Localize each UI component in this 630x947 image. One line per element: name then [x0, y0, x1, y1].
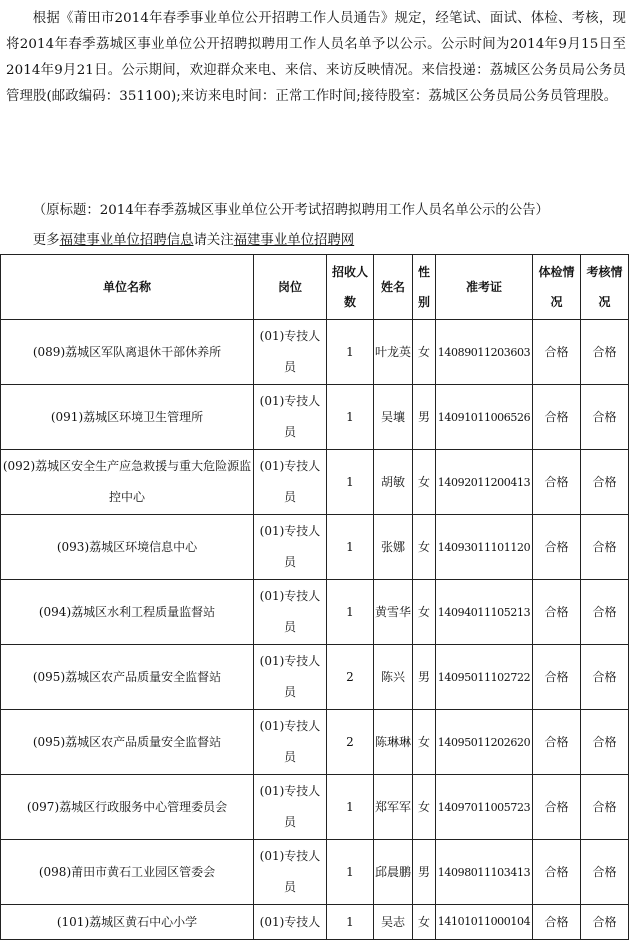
- cell-gender: 女: [413, 775, 436, 840]
- cell-exam-no: 14098011103413: [436, 840, 533, 905]
- cell-name: 郑军军: [374, 775, 413, 840]
- table-row: [1, 580, 629, 645]
- cell-name: 张娜: [374, 515, 413, 580]
- table-row: [1, 515, 629, 580]
- cell-quota: 1: [327, 580, 374, 645]
- cell-gender: 男: [413, 385, 436, 450]
- header-quota: 招收人数: [327, 255, 374, 320]
- cell-physical: 合格: [533, 385, 581, 450]
- cell-unit: (089)荔城区军队离退休干部休养所: [1, 320, 254, 385]
- cell-post: (01)专技人员: [254, 645, 327, 710]
- cell-name: 吴志: [374, 905, 413, 940]
- cell-unit: (094)荔城区水利工程质量监督站: [1, 580, 254, 645]
- cell-assessment: 合格: [581, 385, 629, 450]
- cell-physical: 合格: [533, 320, 581, 385]
- cell-name: 吴壤: [374, 385, 413, 450]
- cell-post: (01)专技人: [254, 905, 327, 940]
- header-unit: 单位名称: [1, 255, 254, 320]
- cell-physical: 合格: [533, 905, 581, 940]
- cell-unit: (101)荔城区黄石中心小学: [1, 905, 254, 940]
- cell-unit: (098)莆田市黄石工业园区管委会: [1, 840, 254, 905]
- cell-assessment: 合格: [581, 450, 629, 515]
- cell-assessment: 合格: [581, 775, 629, 840]
- recruitment-site-link[interactable]: 福建事业单位招聘网: [233, 233, 355, 248]
- cell-quota: 2: [327, 710, 374, 775]
- cell-post: (01)专技人员: [254, 710, 327, 775]
- cell-assessment: 合格: [581, 580, 629, 645]
- table-row: [1, 645, 629, 710]
- cell-quota: 1: [327, 450, 374, 515]
- cell-post: (01)专技人员: [254, 320, 327, 385]
- cell-unit: (091)荔城区环境卫生管理所: [1, 385, 254, 450]
- cell-assessment: 合格: [581, 515, 629, 580]
- cell-physical: 合格: [533, 840, 581, 905]
- cell-quota: 2: [327, 645, 374, 710]
- cell-quota: 1: [327, 515, 374, 580]
- more-info-line: [6, 228, 626, 254]
- cell-physical: 合格: [533, 515, 581, 580]
- cell-name: 叶龙英: [374, 320, 413, 385]
- cell-quota: 1: [327, 840, 374, 905]
- original-title-note: （原标题：2014年春季荔城区事业单位公开考试招聘拟聘用工作人员名单公示的公告）: [32, 203, 549, 218]
- table-row: [1, 840, 629, 905]
- cell-quota: 1: [327, 320, 374, 385]
- cell-assessment: 合格: [581, 320, 629, 385]
- cell-quota: 1: [327, 905, 374, 940]
- cell-unit: (097)荔城区行政服务中心管理委员会: [1, 775, 254, 840]
- cell-gender: 女: [413, 710, 436, 775]
- cell-unit: (093)荔城区环境信息中心: [1, 515, 254, 580]
- cell-post: (01)专技人员: [254, 385, 327, 450]
- cell-gender: 男: [413, 840, 436, 905]
- table-header-row: [1, 255, 629, 320]
- header-exam-no: 准考证: [436, 255, 533, 320]
- cell-exam-no: 14093011101120: [436, 515, 533, 580]
- table-row: [1, 385, 629, 450]
- cell-gender: 女: [413, 515, 436, 580]
- cell-name: 陈兴: [374, 645, 413, 710]
- recruitment-info-link[interactable]: 福建事业单位招聘信息: [59, 233, 194, 248]
- cell-assessment: 合格: [581, 645, 629, 710]
- announcement-body: 根据《莆田市2014年春季事业单位公开招聘工作人员通告》规定，经笔试、面试、体检、考核，现将2014年春季荔城区事业单位公开招聘拟聘用工作人员名单予以公示。公示时间为2014年9月15日至2014年9月21日。公示期间，欢迎群众来电、来信、来访反映情况。来信投递：荔城区公务员局公务员管理股(邮政编码：351100);来访来电时间：正常工作时间;接待股室：荔城区公务员局公务员管理股。: [6, 11, 626, 104]
- cell-post: (01)专技人员: [254, 840, 327, 905]
- cell-post: (01)专技人员: [254, 450, 327, 515]
- header-gender: 性别: [413, 255, 436, 320]
- cell-assessment: 合格: [581, 840, 629, 905]
- cell-physical: 合格: [533, 450, 581, 515]
- table-row: [1, 710, 629, 775]
- cell-post: (01)专技人员: [254, 580, 327, 645]
- candidate-table: [0, 254, 629, 940]
- cell-quota: 1: [327, 775, 374, 840]
- cell-exam-no: 14095011102722: [436, 645, 533, 710]
- cell-post: (01)专技人员: [254, 515, 327, 580]
- table-row: [1, 905, 629, 940]
- cell-physical: 合格: [533, 645, 581, 710]
- header-post: 岗位: [254, 255, 327, 320]
- cell-exam-no: 14101011000104: [436, 905, 533, 940]
- table-row: [1, 320, 629, 385]
- cell-gender: 女: [413, 580, 436, 645]
- header-name: 姓名: [374, 255, 413, 320]
- cell-post: (01)专技人员: [254, 775, 327, 840]
- cell-unit: (095)荔城区农产品质量安全监督站: [1, 710, 254, 775]
- cell-exam-no: 14092011200413: [436, 450, 533, 515]
- cell-exam-no: 14095011202620: [436, 710, 533, 775]
- cell-assessment: 合格: [581, 710, 629, 775]
- cell-exam-no: 14089011203603: [436, 320, 533, 385]
- cell-gender: 女: [413, 905, 436, 940]
- cell-unit: (095)荔城区农产品质量安全监督站: [1, 645, 254, 710]
- cell-gender: 男: [413, 645, 436, 710]
- more-info-prefix: 更多: [32, 233, 60, 248]
- cell-assessment: 合格: [581, 905, 629, 940]
- cell-gender: 女: [413, 320, 436, 385]
- cell-exam-no: 14094011105213: [436, 580, 533, 645]
- more-info-middle: 请关注: [193, 233, 234, 248]
- cell-physical: 合格: [533, 580, 581, 645]
- cell-exam-no: 14097011005723: [436, 775, 533, 840]
- cell-name: 胡敏: [374, 450, 413, 515]
- cell-exam-no: 14091011006526: [436, 385, 533, 450]
- cell-name: 邱晨鹏: [374, 840, 413, 905]
- header-physical: 体检情况: [533, 255, 581, 320]
- cell-quota: 1: [327, 385, 374, 450]
- table-row: [1, 450, 629, 515]
- cell-physical: 合格: [533, 775, 581, 840]
- table-row: [1, 775, 629, 840]
- header-assessment: 考核情况: [581, 255, 629, 320]
- cell-name: 陈琳琳: [374, 710, 413, 775]
- cell-gender: 女: [413, 450, 436, 515]
- cell-name: 黄雪华: [374, 580, 413, 645]
- cell-unit: (092)荔城区安全生产应急救援与重大危险源监控中心: [1, 450, 254, 515]
- cell-physical: 合格: [533, 710, 581, 775]
